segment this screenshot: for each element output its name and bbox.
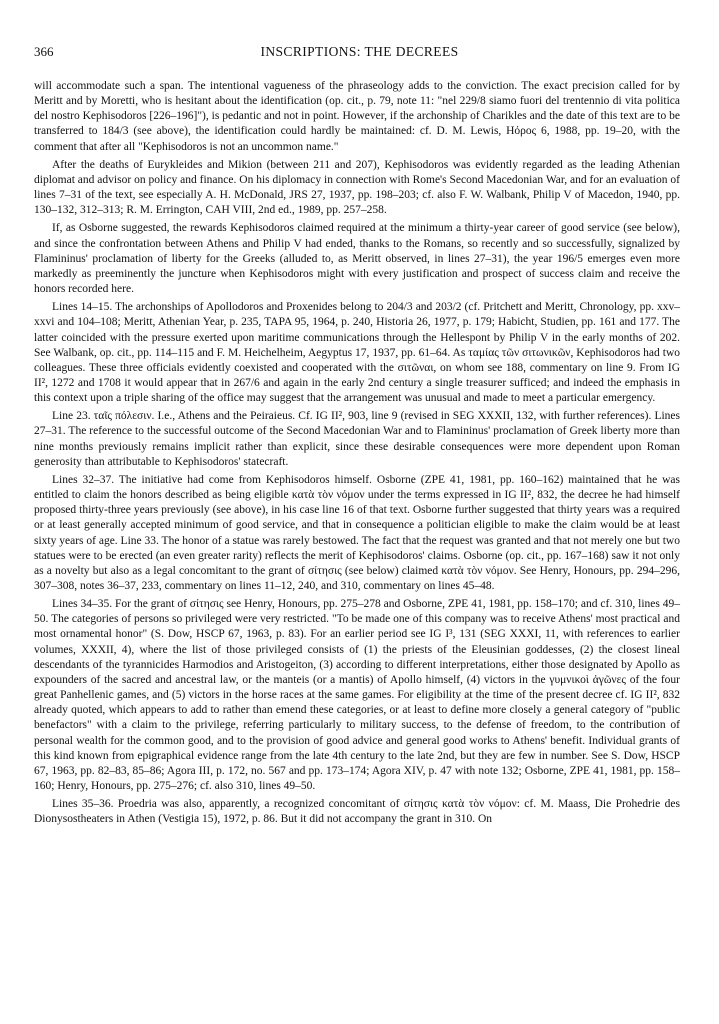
paragraph-kephisodoros-diplomacy: After the deaths of Eurykleides and Mikion (between 211 and 207), Kephisodoros was evidently regarded as the leading Athenian diplomat and advisor on policy and finance. On his diplomacy in connection with Rome's Second Macedonian War, and for an evaluation of lines 7–31 of the text, see especially A. H. McDonald, JRS 27, 1937, pp. 198–203; cf. also F. W. Walbank, Philip V of Macedon, 1940, pp. 130–132, 312–313; R. M. Errington, CAH VIII, 2nd ed., 1989, pp. 257–258. (34, 158, 680, 217)
paragraph-lines-14-15: Lines 14–15. The archonships of Apollodoros and Proxenides belong to 204/3 and 203/2 (cf. Pritchett and Meritt, Chronology, pp. xxv–xxvi and 104–108; Meritt, Athenian Year, p. 235, TAPA 95, 1964, p. 240, Historia 26, 1977, p. 179; Habicht, Studien, pp. 161 and 177. The latter coincided with the pressure exerted upon maritime communications through the Hellespont by Philip V in the early months of 202. See Walbank, op. cit., pp. 114–115 and F. M. Heichelheim, Aegyptus 17, 1937, pp. 61–64. As ταμίας τῶν σιτωνικῶν, Kephisodoros had two colleagues. These three officials evidently coexisted and cooperated with the σιτῶναι, on whom see 188, commentary on line 9. From IG II², 1272 and 1708 it would appear that in 267/6 and again in the early 2nd century a single treasurer sufficed; and indeed the emphasis in this context upon a triple sharing of the office may suggest that the arrangement was unusual and made to meet a particular emergency. (34, 301, 680, 405)
main-text (34, 79, 680, 831)
paragraph-lines-32-37: Lines 32–37. The initiative had come from Kephisodoros himself. Osborne (ZPE 41, 1981, pp. 160–162) maintained that he was entitled to claim the honors described as being eligible κατὰ τὸν νόμον under the terms expressed in IG II², 832, the decree he had himself proposed thirty-three years previously (see above), in his case line 16 of that text. Osborne further suggested that thirty years was a required or at least generally accepted minimum of good service, and that in consequence a politician eligible to make the claim would be at least sixty years of age. Line 33. The honor of a statue was rarely bestowed. The fact that the request was granted and that not merely one but two statues were to be erected (an even greater rarity) reflects the merit of Kephisodoros' claims. Osborne (op. cit., pp. 167–168) saw it not only as a novelty but also as a legal concomitant to the grant of σίτησις (see below) claimed κατὰ τὸν νόμον. See Henry, Honours, pp. 294–296, 307–308, notes 36–37, 233, commentary on lines 11–12, 240, and 310, commentary on lines 45–48. (34, 473, 680, 592)
running-head: INSCRIPTIONS: THE DECREES (260, 44, 459, 59)
page-number: 366 (34, 44, 54, 59)
paragraph-lines-34-35: Lines 34–35. For the grant of σίτησις see Henry, Honours, pp. 275–278 and Osborne, ZPE 41, 1981, pp. 158–170; and cf. 310, lines 49–50. The categories of persons so privileged were very restricted. "To be made one of this company was to receive Athens' most practical and most ornamental honor" (S. Dow, HSCP 67, 1963, p. 83). For an earlier period see IG I³, 131 (SEG XXXI, 11, with references to earlier volumes, XXXII, 4), where the list of those privileged consists of (1) the priests of the Eleusinian goddesses, (2) the closest lineal descendants of the tyrannicides Harmodios and Aristogeiton, (3) according to different interpretations, either those designated by Apollo as expounders of the sacred and ancestral law, or the manteis (or a mantis) of Apollo himself, (4) victors in the γυμνικοὶ ἀγῶνες of the four great Panhellenic games, and (5) victors in the horse races at the same games. For eligibility at the time of the present decree cf. IG II², 832 already quoted, which appears to add to rather than emend these categories, or at least to define more closely a general category of "public benefactors" with a claim to the privilege, referring particularly to military success, to the defense of freedom, to the contribution of personal wealth for the common good, and to the provision of good advice and general good works to Athens' benefit. Individual grants of this kind known from epigraphical evidence range from the late 4th century to the late 2nd, but they are few in number. See S. Dow, HSCP 67, 1963, pp. 82–83, 85–86; Agora III, p. 172, no. 567 and pp. 173–174; Agora XIV, p. 47 with note 132; Osborne, ZPE 41, 1981, pp. 158–160; Henry, Honours, pp. 275–276; cf. also 310, lines 49–50. (34, 598, 680, 793)
paragraph-line-23: Line 23. ταῖς πόλεσιν. I.e., Athens and the Peiraieus. Cf. IG II², 903, line 9 (revised in SEG XXXII, 132, with further references). Lines 27–31. The reference to the successful outcome of the Second Macedonian War and to Flamininus' proclamation of Greek liberty more than nine months previously remains implicit rather than explicit, since these desirable consequences were more dependent upon Roman generosity than attributable to Kephisodoros' statecraft. (34, 410, 680, 468)
paragraph-continuation: will accommodate such a span. The intentional vagueness of the phraseology adds to the conviction. The exact precision called for by Meritt and by Moretti, who is hesitant about the identification (op. cit., p. 79, note 11: "nel 229/8 siamo fuori del trentennio di vita politica del nostro Kephisodoros [226–196]"), is pedantic and not in point. However, if the archonship of Charikles and the date of this text are to be transferred to 184/3 (see above), the identification could hardly be maintained: cf. D. M. Lewis, Ηόρος 6, 1988, pp. 19–20, with the comment that after all "Kephisodoros is not an uncommon name." (34, 80, 680, 153)
paragraph-lines-35-36: Lines 35–36. Proedria was also, apparently, a recognized concomitant of σίτησις κατὰ τὸν νόμον: cf. M. Maass, Die Prohedrie des Dionysostheaters in Athen (Vestigia 15), 1972, p. 86. But it did not accompany the grant in 310. On (34, 798, 680, 826)
paragraph-osborne-career: If, as Osborne suggested, the rewards Kephisodoros claimed required at the minimum a thirty-year career of good service (see below), and since the confrontation between Athens and Philip V had ended, thanks to the Romans, so recently and so successfully, signalized by Flamininus' proclamation of liberty for the Greeks (alluded to, as Meritt observed, in lines 27–31), the year 196/5 emerges even more markedly as preeminently the juncture when Kephisodoros might with every justification and prospect of success claim and receive the honors recorded here. (34, 222, 680, 296)
page-header (34, 44, 685, 62)
